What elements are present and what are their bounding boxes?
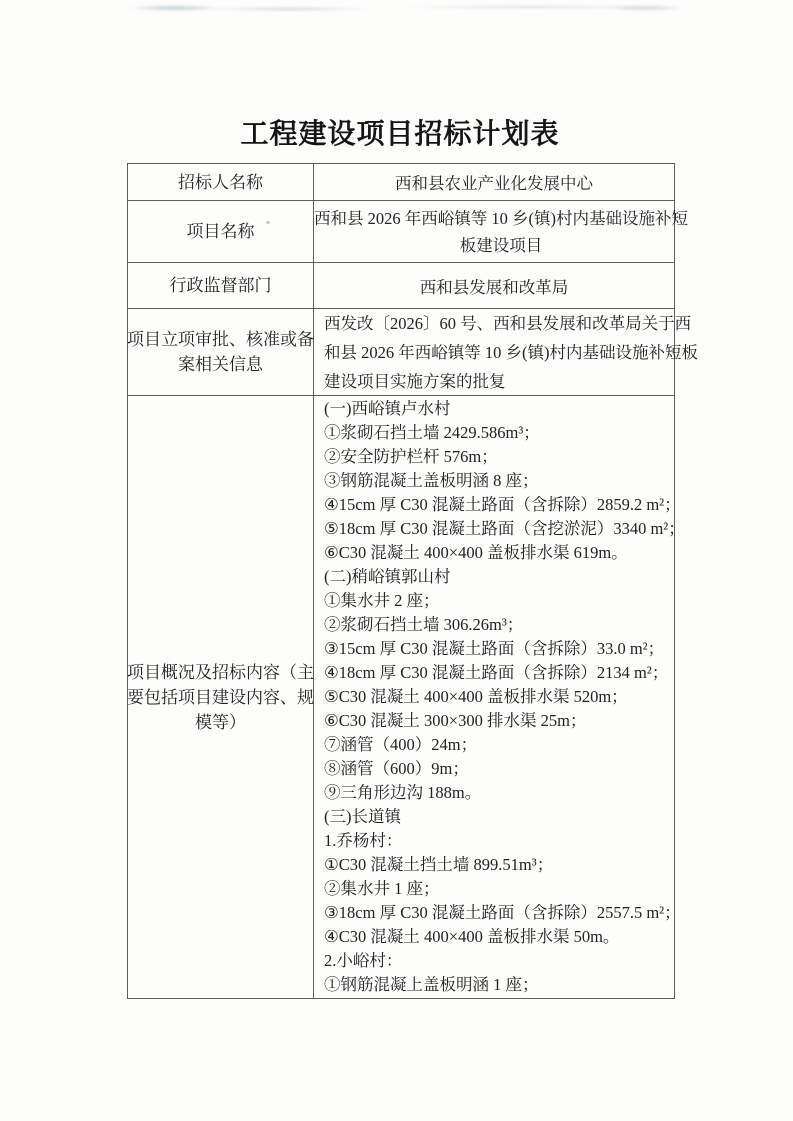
text-line: (一)西峪镇卢水村 [324, 399, 451, 418]
text-line: ①钢筋混凝上盖板明涵 1 座； [324, 975, 539, 994]
text-line: 要包括项目建设内容、规 [127, 687, 314, 707]
text-line: ⑥C30 混凝土 400×400 盖板排水渠 619m。 [324, 543, 628, 562]
text-line: ④C30 混凝土 400×400 盖板排水渠 50m。 [324, 927, 620, 946]
text-line: 2.小峪村： [324, 951, 403, 970]
text-line: 模等） [195, 712, 246, 732]
table-row-tenderer-name [128, 164, 674, 201]
row-label-supervision-dept: 行政监督部门 [128, 263, 314, 308]
text-line: ④18cm 厚 C30 混凝土路面（含拆除）2134 m²； [324, 663, 669, 682]
text-line: 西和县 2026 年西峪镇等 10 乡(镇)村内基础设施补短 [314, 208, 688, 228]
row-value-project-overview [314, 396, 689, 998]
text-line: 项目立项审批、核准或备 [127, 330, 314, 349]
table-row-project-name [128, 201, 688, 263]
text-line: ②集水井 1 座； [324, 879, 440, 898]
row-value-supervision-dept: 西和县发展和改革局 [419, 277, 569, 297]
table-row-approval-info [127, 309, 698, 396]
row-value-tenderer-name: 西和县农业产业化发展中心 [395, 174, 593, 193]
text-line: 案相关信息 [178, 355, 263, 374]
text-line: ②浆砌石挡土墙 306.26m³； [324, 615, 524, 634]
text-line: ①浆砌石挡土墙 2429.586m³； [324, 423, 540, 442]
row-label-tenderer-name: 招标人名称 [128, 164, 314, 200]
text-line: 西发改〔2026〕60 号、西和县发展和改革局关于西 [324, 313, 692, 333]
text-line: 建设项目实施方案的批复 [324, 371, 506, 391]
text-line: (二)稍峪镇郭山村 [324, 567, 451, 586]
text-line: 板建设项目 [459, 235, 543, 255]
scanner-streak-artifact [100, 2, 700, 14]
text-line: 项目概况及招标内容（主 [127, 662, 314, 682]
text-line: ③钢筋混凝土盖板明涵 8 座； [324, 471, 539, 490]
text-line: ⑨三角形边沟 188m。 [324, 783, 482, 802]
text-line: ①C30 混凝土挡土墙 899.51m³； [324, 855, 554, 874]
row-value-approval-info [314, 309, 702, 395]
text-line: ⑤18cm 厚 C30 混凝土路面（含挖淤泥）3340 m²； [324, 519, 685, 538]
row-label-project-name: 项目名称 [128, 201, 314, 262]
text-line: ⑦涵管（400）24m； [324, 735, 478, 754]
text-line: ⑥C30 混凝土 300×300 排水渠 25m； [324, 711, 587, 730]
text-line: ③18cm 厚 C30 混凝土路面（含拆除）2557.5 m²； [324, 903, 681, 922]
text-line: ④15cm 厚 C30 混凝土路面（含拆除）2859.2 m²； [324, 495, 681, 514]
row-label-approval-info [128, 309, 314, 395]
text-line: 1.乔杨村： [324, 831, 403, 850]
text-line: ②安全防护栏杆 576m； [324, 447, 498, 466]
row-value-project-name [314, 201, 688, 262]
text-line: ①集水井 2 座； [324, 591, 440, 610]
text-line: ⑧涵管（600）9m； [324, 759, 469, 778]
text-line: ③15cm 厚 C30 混凝土路面（含拆除）33.0 m²； [324, 639, 665, 658]
row-label-project-overview [128, 396, 314, 998]
table-row-supervision-dept [128, 263, 674, 309]
page-title: 工程建设项目招标计划表 [240, 119, 560, 150]
table-row-project-overview [127, 396, 685, 998]
bidding-plan-table [127, 163, 698, 999]
text-line: ⑤C30 混凝土 400×400 盖板排水渠 520m； [324, 687, 628, 706]
text-line: (三)长道镇 [324, 807, 401, 826]
text-line: 和县 2026 年西峪镇等 10 乡(镇)村内基础设施补短板 [324, 342, 698, 362]
